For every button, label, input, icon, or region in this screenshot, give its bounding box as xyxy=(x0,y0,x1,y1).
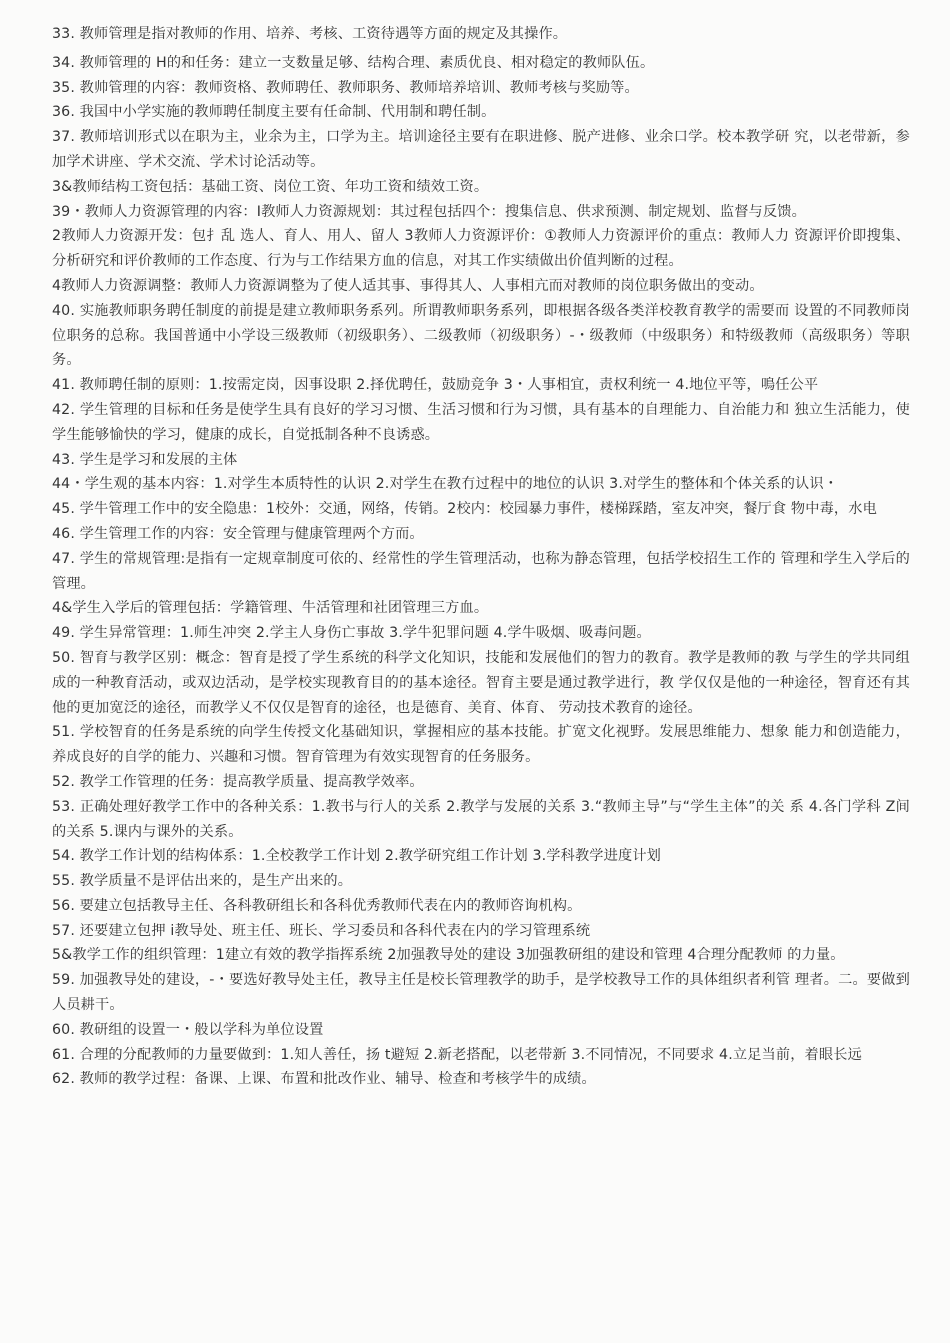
paragraph-50: 50. 智育与教学区别：概念：智育是授了学生系统的科学文化知识，技能和发展他们的智力的教育。教学是教师的教 与学生的学共同组成的一种教育活动，或双边活动，是学校实现教育目的的基本途径。智育主要是通过教学进行，教 学仅仅是他的一种途径，智育还有其他的更加宽泛的途径，而教学乂不仅仅是智育的途径，也是德育、美育、体育、 劳动技术教育的途径。 xyxy=(52,649,910,716)
paragraph-52: 52. 教学工作管理的任务：提高教学质量、提高教学效率。 xyxy=(52,773,424,790)
paragraph-62: 62. 教师的教学过程：备课、上课、布置和批改作业、辅导、检查和考核学牛的成绩。 xyxy=(52,1071,596,1088)
paragraph-33: 33. 教师管理是指对教师的作用、培养、考核、工资待遇等方面的规定及其操作。 xyxy=(52,26,568,42)
paragraph-42: 42. 学生管理的目标和任务是使学生具有良好的学习习惯、生活习惯和行为习惯，具有基本的自理能力、自治能力和 独立生活能力，使学生能够愉快的学习，健康的成长，自觉抵制各种不良诱惑。 xyxy=(52,401,910,443)
paragraph-45: 45. 学牛管理工作中的安全隐患：1校外：交通，网络，传销。2校内：校园暴力事件，楼梯踩踏，室友冲突，餐厅食 物中毒，水电 xyxy=(52,501,877,518)
paragraph-43: 43. 学生是学习和发展的主体 xyxy=(52,451,238,468)
paragraph-37: 37. 教师培训形式以在职为主，业余为主，口学为主。培训途径主要有在职进修、脱产进修、业余口学。校本教学研 究，以老带新，参加学术讲座、学术交流、学术讨论活动等。 xyxy=(52,129,910,170)
paragraph-41: 41. 教师聘任制的原则：1.按需定岗，因事设职 2.择优聘任，鼓励竞争 3・人事相宜，责权利统一 4.地位平等，鳴任公平 xyxy=(52,377,819,394)
paragraph-58: 5&教学工作的组织管理：1建立有效的教学指挥系统 2加强教导处的建设 3加强教研组的建设和管理 4合理分配教师 的力量。 xyxy=(52,947,845,964)
paragraph-60: 60. 教研组的设置一・般以学科为单位设置 xyxy=(52,1021,324,1038)
paragraph-53: 53. 正确处理好教学工作中的各种关系：1.教书与行人的关系 2.教学与发展的关系 3.“教师主导”与“学生主体”的关 系 4.各门学科 Z间的关系 5.课内与课外的关系。 xyxy=(52,798,910,840)
paragraph-48: 4&学生入学后的管理包括：学籍管理、牛活管理和社团管理三方血。 xyxy=(52,600,489,617)
paragraph-40: 40. 实施教师职务聘任制度的前提是建立教师职务系列。所谓教师职务系列，即根据各级各类洋校教育教学的需要而 设置的不同教师岗位职务的总称。我国普通中小学设三级教师（初级职务）、二级教师（初级职务）-・级教师（中级职务）和特级教师（高级职务）等职务。 xyxy=(52,302,910,369)
paragraph-39: 39・教师人力资源管理的内容：I教师人力资源规划：其过程包括四个：搜集信息、供求预测、制定规划、监督与反馈。 xyxy=(52,203,806,220)
paragraph-38: 3&教师结构工资包括：基础工资、岗位工资、年功工资和绩效工资。 xyxy=(52,178,489,195)
paragraph-49: 49. 学生异常管理：1.师生冲突 2.学主人身伤亡事故 3.学牛犯罪问题 4.学牛吸烟、吸毒问题。 xyxy=(52,625,651,642)
paragraph-55: 55. 教学质量不是评估出来的，是生产出来的。 xyxy=(52,873,353,890)
paragraph-59: 59. 加强教导处的建设，-・要选好教导处主任，教导主任是校长管理教学的助手，是学校教导工作的具体组织者利管 理者。二。要做到人员耕干。 xyxy=(52,972,910,1014)
paragraph-39-4: 4教师人力资源调整：教师人力资源调整为了使人适其事、事得其人、人事相亢而对教师的岗位职务做出的变动。 xyxy=(52,277,764,294)
document-text xyxy=(52,22,910,1092)
paragraph-36: 36. 我国中小学实施的教师聘任制度主要有任命制、代用制和聘任制。 xyxy=(52,104,496,121)
paragraph-39-2: 2教师人力资源开发：包扌乱 选人、育人、用人、留人 3教师人力资源评价：①教师人力资源评价的重点：教师人力 资源评价即搜集、分析研究和评价教师的工作态度、行为与工作结果方血的信息，对其工作实绩做出价值判断的过程。 xyxy=(52,228,910,270)
paragraph-57: 57. 还要建立包押 i教导处、班主任、班长、学习委员和各科代表在内的学习管理系统 xyxy=(52,922,591,939)
paragraph-46: 46. 学生管理工作的内容：安全管理与健康管理两个方而。 xyxy=(52,525,424,542)
paragraph-54: 54. 教学工作计划的结构体系：1.全校教学工作计划 2.教学研究组工作计划 3.学科教学进度计划 xyxy=(52,848,661,865)
paragraph-61: 61. 合理的分配教师的力量要做到：1.知人善任，扬 t避短 2.新老搭配，以老带新 3.不同情况，不同要求 4.立足当前，着眼长远 xyxy=(52,1046,862,1063)
paragraph-35: 35. 教帅管理的内容：教师资格、教师聘任、教师职务、教师培养培训、教师考核与奖励等。 xyxy=(52,79,639,96)
paragraph-34: 34. 教师管理的 H的和任务：建立一支数量足够、结构合理、素质优良、相对稳定的教师队伍。 xyxy=(52,54,655,71)
paragraph-51: 51. 学校智育的任务是系统的向学生传授文化基础知识，掌握相应的基本技能。扩宽文化视野。发展思维能力、想象 能力和创造能力，养成良好的自学的能力、兴趣和习惯。智育管理为有效实现智育的任务服务。 xyxy=(52,724,910,766)
paragraph-47: 47. 学生的常规管理:是指有一定规章制度可依的、经常性的学生管理活动，也称为静态管理，包括学校招生工作的 管理和学生入学后的管理。 xyxy=(52,550,910,592)
paragraph-44: 44・学生观的基本内容：1.对学生本质特性的认识 2.对学生在教冇过程中的地位的认识 3.对学生的整体和个体关系的认识・ xyxy=(52,476,839,493)
paragraph-56: 56. 要建立包括教导主任、各科教研组长和各科优秀教师代表在内的教师咨询机构。 xyxy=(52,897,582,914)
